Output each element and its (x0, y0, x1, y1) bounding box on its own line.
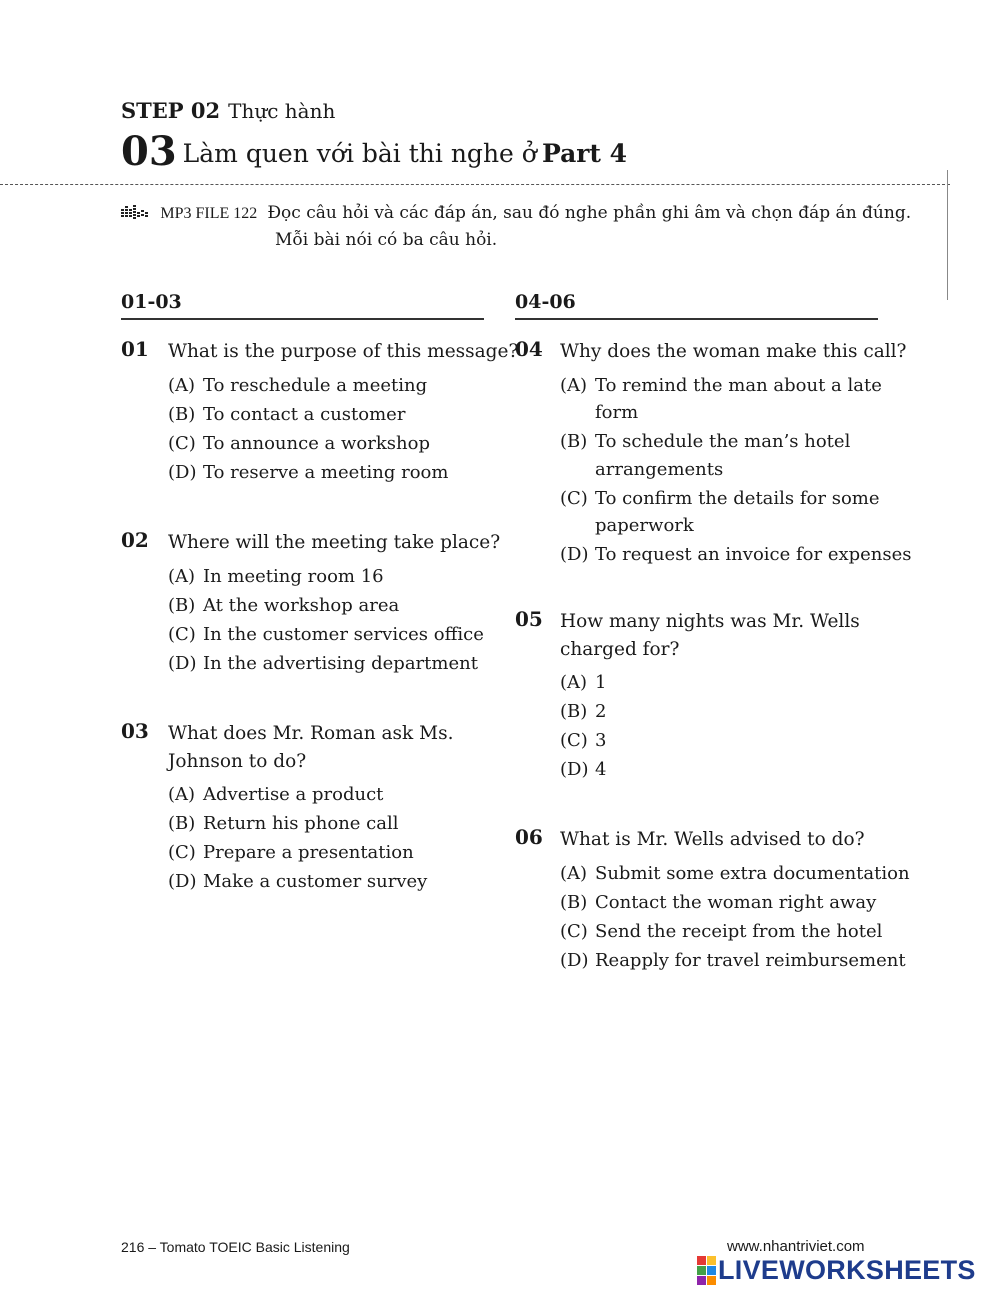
logo-block (697, 1266, 706, 1275)
option-text[interactable]: 4 (595, 759, 607, 780)
option-text[interactable]: Return his phone call (203, 813, 399, 834)
option-letter[interactable]: (A) (560, 862, 588, 884)
question-text: charged for? (560, 638, 680, 660)
question-number: 01 (121, 337, 149, 361)
logo-block (707, 1266, 716, 1275)
question-text: How many nights was Mr. Wells (560, 611, 860, 632)
option-letter[interactable]: (B) (168, 813, 196, 834)
question-number: 06 (515, 825, 543, 849)
option-text[interactable]: To contact a customer (203, 403, 406, 425)
liveworksheets-logo (697, 1255, 976, 1285)
logo-block (707, 1256, 716, 1265)
option-text[interactable]: 2 (595, 701, 607, 722)
logo-block (697, 1276, 706, 1285)
option-text[interactable]: Contact the woman right away (595, 891, 877, 913)
option-text[interactable]: 3 (595, 730, 607, 751)
option-letter[interactable]: (C) (168, 432, 196, 454)
step-heading (121, 98, 335, 123)
question-text: Johnson to do? (168, 750, 307, 772)
option-letter[interactable]: (B) (168, 403, 196, 425)
option-letter[interactable]: (C) (168, 842, 196, 863)
option-letter[interactable]: (D) (168, 871, 197, 892)
option-text[interactable]: Prepare a presentation (203, 842, 414, 863)
option-text[interactable]: To remind the man about a late (595, 374, 882, 396)
page-footer: 216 – Tomato TOEIC Basic Listening (121, 1239, 350, 1255)
option-text[interactable]: paperwork (595, 515, 694, 536)
option-letter[interactable]: (C) (168, 623, 196, 645)
logo-block (707, 1276, 716, 1285)
option-text[interactable]: Reapply for travel reimbursement (595, 949, 906, 971)
title-text: Làm quen với bài thi nghe ở (182, 139, 537, 168)
question-number: 02 (121, 528, 149, 552)
option-text[interactable]: arrangements (595, 458, 724, 480)
option-text[interactable]: To announce a workshop (203, 432, 430, 454)
logo-blocks-icon (697, 1256, 716, 1285)
option-text[interactable]: To reschedule a meeting (203, 374, 428, 396)
group-rule (515, 318, 878, 320)
footer-url: www.nhantriviet.com (727, 1238, 865, 1255)
option-letter[interactable]: (C) (560, 920, 588, 942)
option-letter[interactable]: (C) (560, 487, 588, 509)
option-text[interactable]: To confirm the details for some (595, 487, 880, 509)
question-number: 03 (121, 719, 149, 743)
step-label: STEP 02 (121, 98, 221, 123)
option-letter[interactable]: (B) (560, 701, 588, 722)
option-letter[interactable]: (B) (168, 594, 196, 616)
option-letter[interactable]: (A) (168, 565, 196, 587)
instructions-line-1 (121, 203, 911, 223)
group-heading: 04-06 (515, 291, 576, 313)
option-letter[interactable]: (D) (560, 759, 589, 780)
dashed-divider (0, 184, 950, 185)
question-number: 04 (515, 337, 543, 361)
option-text[interactable]: To reserve a meeting room (203, 461, 449, 483)
title-part: Part 4 (541, 139, 628, 168)
option-letter[interactable]: (A) (168, 374, 196, 396)
question-text: Where will the meeting take place? (168, 532, 501, 553)
step-subtitle: Thực hành (228, 99, 336, 123)
option-letter[interactable]: (A) (560, 374, 588, 396)
option-text[interactable]: To schedule the man’s hotel (595, 431, 851, 452)
logo-block (697, 1256, 706, 1265)
question-text: What does Mr. Roman ask Ms. (168, 723, 454, 744)
mp3-file-label: MP3 FILE 122 (160, 205, 258, 222)
brand-name: LIVEWORKSHEETS (718, 1254, 976, 1285)
option-letter[interactable]: (D) (560, 544, 589, 565)
instructions-text-2: Mỗi bài nói có ba câu hỏi. (275, 230, 498, 250)
group-heading: 01-03 (121, 291, 182, 313)
option-letter[interactable]: (B) (560, 891, 588, 913)
option-letter[interactable]: (B) (560, 431, 588, 452)
option-letter[interactable]: (D) (168, 652, 197, 674)
option-letter[interactable]: (D) (168, 461, 197, 483)
audio-equalizer-icon (121, 205, 155, 219)
option-text[interactable]: Make a customer survey (203, 871, 428, 892)
title-number: 03 (121, 128, 177, 175)
option-text[interactable]: In the advertising department (203, 652, 478, 674)
question-text: What is Mr. Wells advised to do? (560, 829, 865, 850)
question-number: 05 (515, 607, 543, 631)
option-letter[interactable]: (C) (560, 730, 588, 751)
option-letter[interactable]: (A) (168, 784, 196, 805)
option-text[interactable]: In the customer services office (203, 623, 484, 645)
page-title (121, 128, 627, 175)
question-text: What is the purpose of this message? (168, 341, 519, 362)
question-text: Why does the woman make this call? (560, 341, 907, 362)
group-rule (121, 318, 484, 320)
option-text[interactable]: In meeting room 16 (203, 565, 384, 587)
option-text[interactable]: Submit some extra documentation (595, 862, 910, 884)
option-text[interactable]: Advertise a product (203, 784, 384, 805)
option-letter[interactable]: (D) (560, 949, 589, 971)
option-text[interactable]: At the workshop area (203, 594, 400, 616)
instructions-text-1: Đọc câu hỏi và các đáp án, sau đó nghe phần ghi âm và chọn đáp án đúng. (267, 203, 912, 223)
option-text[interactable]: 1 (595, 672, 607, 693)
option-letter[interactable]: (A) (560, 672, 588, 693)
option-text[interactable]: To request an invoice for expenses (595, 544, 912, 565)
margin-line (947, 170, 948, 300)
option-text[interactable]: Send the receipt from the hotel (595, 920, 883, 942)
option-text[interactable]: form (595, 402, 639, 423)
